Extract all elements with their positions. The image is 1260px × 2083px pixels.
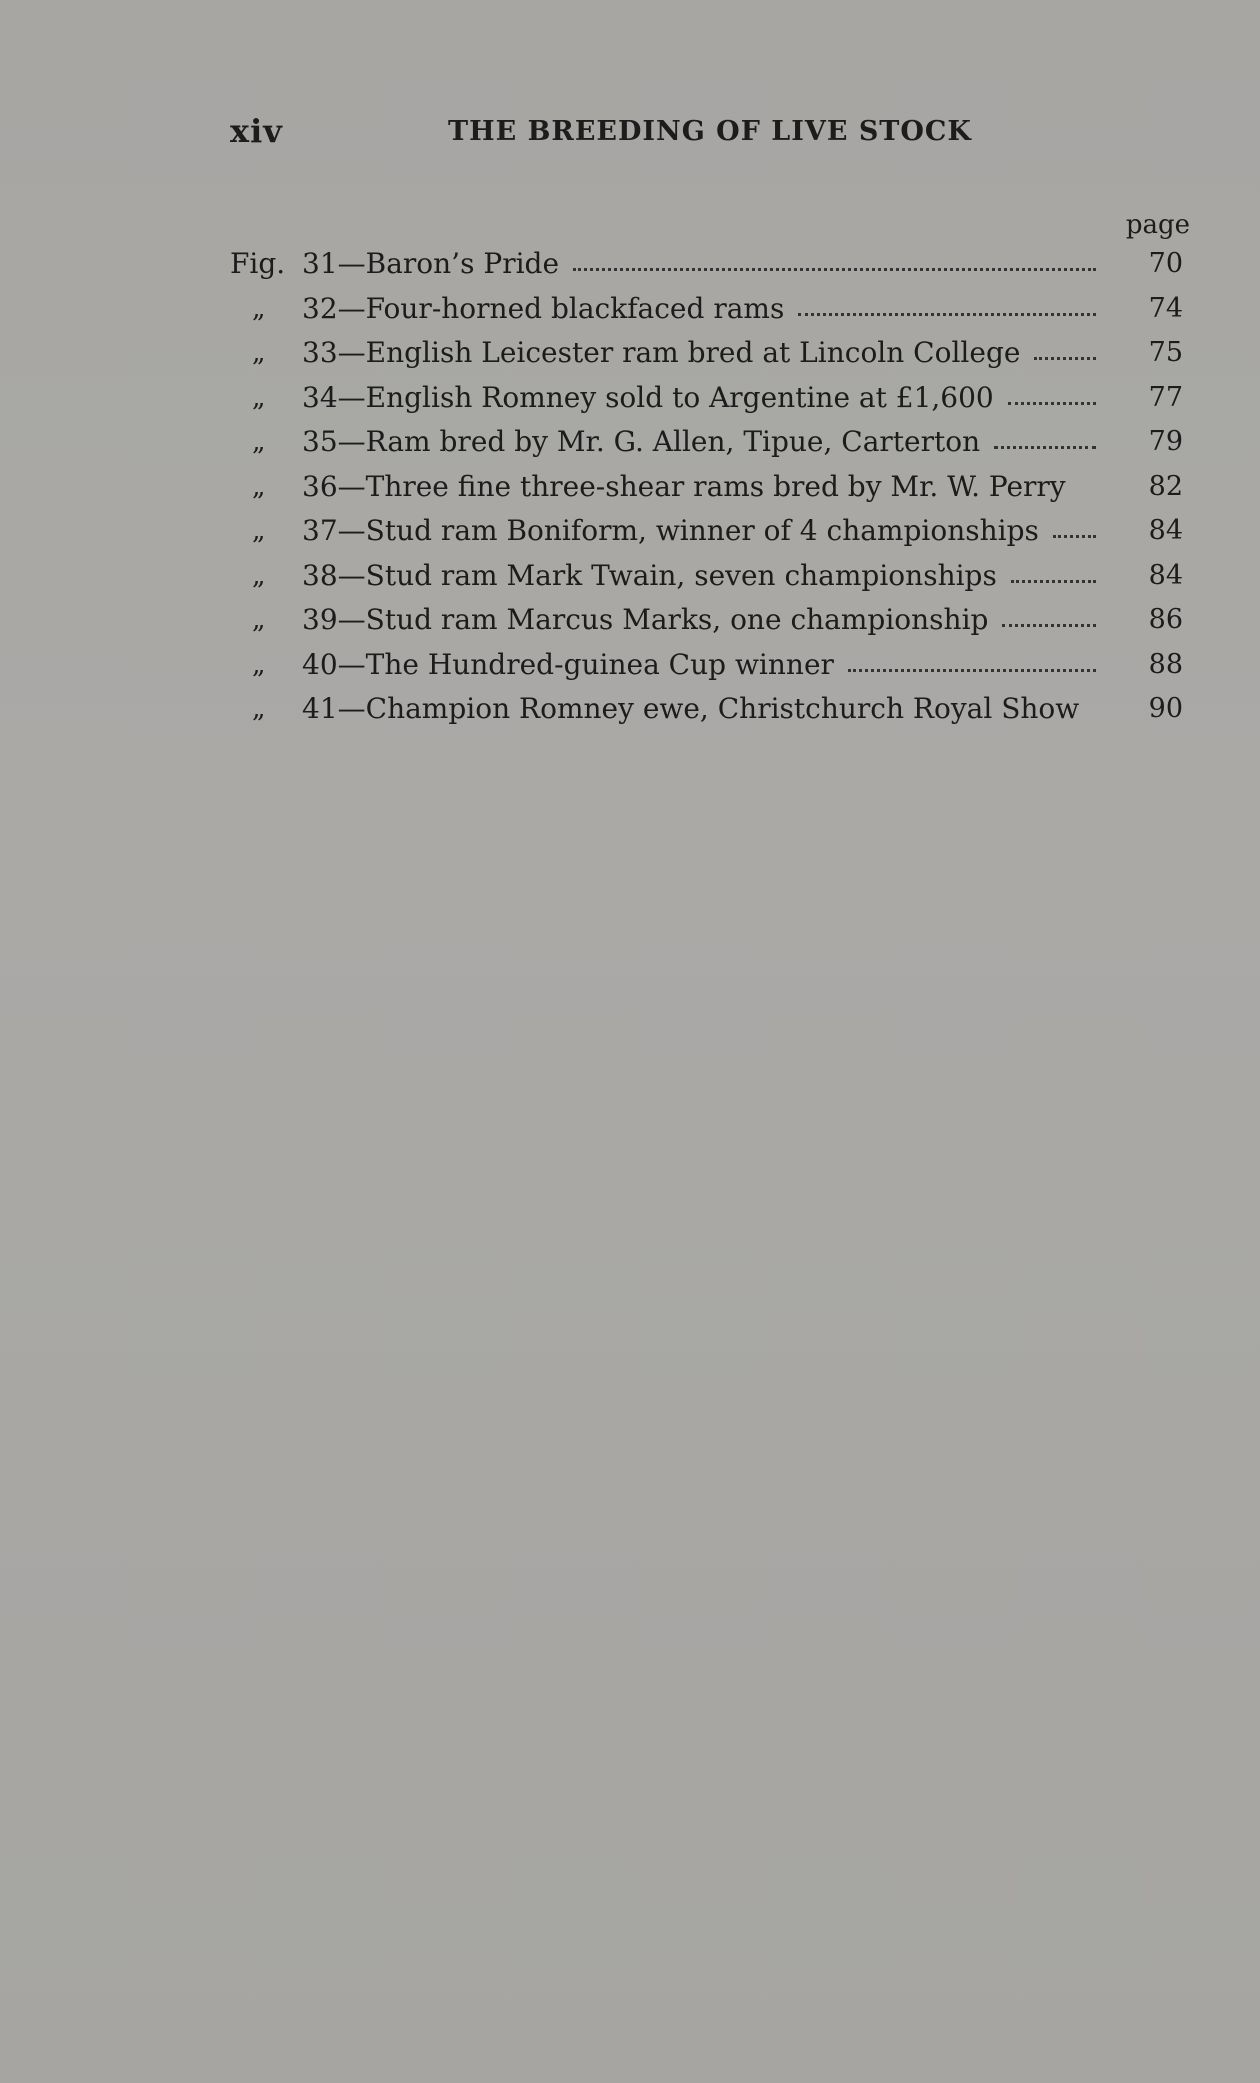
figure-caption: The Hundred-guinea Cup winner <box>365 647 834 681</box>
figure-number: 37 <box>302 514 338 547</box>
em-dash: — <box>337 558 366 592</box>
page-ref: 88 <box>1148 648 1183 680</box>
figure-caption: Stud ram Boniform, winner of 4 championships <box>365 514 1039 547</box>
page-number: xiv <box>230 112 283 150</box>
figure-number: 35 <box>302 425 338 458</box>
page-ref: 74 <box>1148 292 1183 324</box>
figure-caption: English Romney sold to Argentine at £1,600 <box>365 380 994 414</box>
figure-caption: Stud ram Marcus Marks, one championship <box>365 603 989 636</box>
ditto-mark: „ <box>252 560 266 591</box>
figure-caption: Ram bred by Mr. G. Allen, Tipue, Carterton <box>365 425 981 458</box>
entry-text <box>302 242 1102 286</box>
ditto-mark: „ <box>252 694 266 724</box>
page-ref: 84 <box>1148 515 1183 546</box>
em-dash: — <box>337 692 366 725</box>
list-item <box>0 242 1260 287</box>
figure-number: 38 <box>302 558 338 592</box>
figure-number: 39 <box>302 603 338 636</box>
figure-number: 34 <box>302 380 338 414</box>
dot-leader <box>798 303 1096 316</box>
em-dash: — <box>337 603 366 636</box>
entry-text <box>302 287 1102 331</box>
ditto-mark: „ <box>252 427 266 457</box>
dot-leader <box>573 258 1096 271</box>
em-dash: — <box>337 291 366 325</box>
em-dash: — <box>337 647 366 681</box>
page-header <box>230 112 1030 156</box>
list-item <box>0 643 1260 688</box>
list-item <box>0 554 1260 599</box>
entry-text <box>302 420 1102 464</box>
list-item <box>0 509 1260 554</box>
entry-text <box>302 554 1102 598</box>
figure-caption: Baron’s Pride <box>365 247 560 280</box>
page-ref: 86 <box>1148 604 1183 635</box>
list-item <box>0 331 1260 376</box>
figure-caption: Champion Romney ewe, Christchurch Royal Show <box>365 692 1080 725</box>
dot-leader <box>1011 570 1096 583</box>
em-dash: — <box>337 336 366 369</box>
page-ref: 84 <box>1148 559 1183 591</box>
list-item <box>0 287 1260 332</box>
figure-number: 31 <box>302 247 338 280</box>
em-dash: — <box>337 425 366 458</box>
figure-number: 33 <box>302 336 338 369</box>
list-item <box>0 465 1260 510</box>
entry-text <box>302 465 1102 509</box>
figure-number: 41 <box>302 692 338 725</box>
page-ref: 70 <box>1148 248 1183 279</box>
list-item <box>0 420 1260 465</box>
ditto-mark: „ <box>252 338 266 368</box>
list-item <box>0 376 1260 421</box>
ditto-mark: „ <box>252 471 266 502</box>
ditto-mark: „ <box>252 605 266 635</box>
dot-leader <box>1053 525 1096 538</box>
em-dash: — <box>337 469 366 503</box>
page-ref: 75 <box>1148 337 1183 368</box>
entry-text <box>302 598 1102 642</box>
ditto-mark: „ <box>252 293 266 324</box>
dot-leader <box>1034 347 1096 360</box>
ditto-mark: „ <box>252 382 266 413</box>
page-ref: 82 <box>1148 470 1183 502</box>
figure-number: 36 <box>302 469 338 503</box>
em-dash: — <box>337 380 366 414</box>
dot-leader <box>1008 392 1096 405</box>
figure-caption: Three fine three-shear rams bred by Mr. W. Perry <box>365 469 1066 503</box>
figure-number: 40 <box>302 647 338 681</box>
dot-leader <box>994 436 1096 449</box>
fig-prefix: Fig. <box>230 247 286 280</box>
entry-text <box>302 687 1102 731</box>
dot-leader <box>848 659 1096 672</box>
figure-number: 32 <box>302 291 338 325</box>
em-dash: — <box>337 247 366 280</box>
figure-caption: English Leicester ram bred at Lincoln College <box>365 336 1021 369</box>
page-column-heading: page <box>1125 210 1190 240</box>
ditto-mark: „ <box>252 516 266 546</box>
entry-text <box>302 509 1102 553</box>
page-ref: 79 <box>1148 426 1183 457</box>
entry-text <box>302 643 1102 687</box>
list-of-illustrations <box>0 242 1260 732</box>
entry-text <box>302 331 1102 375</box>
figure-caption: Four-horned blackfaced rams <box>365 291 785 325</box>
page-ref: 77 <box>1148 381 1183 413</box>
em-dash: — <box>337 514 366 547</box>
running-title: THE BREEDING OF LIVE STOCK <box>448 116 972 147</box>
dot-leader <box>1002 614 1096 627</box>
ditto-mark: „ <box>252 649 266 680</box>
entry-text <box>302 376 1102 420</box>
page-ref: 90 <box>1148 693 1183 724</box>
list-item <box>0 598 1260 643</box>
figure-caption: Stud ram Mark Twain, seven championships <box>365 558 997 592</box>
list-item <box>0 687 1260 732</box>
